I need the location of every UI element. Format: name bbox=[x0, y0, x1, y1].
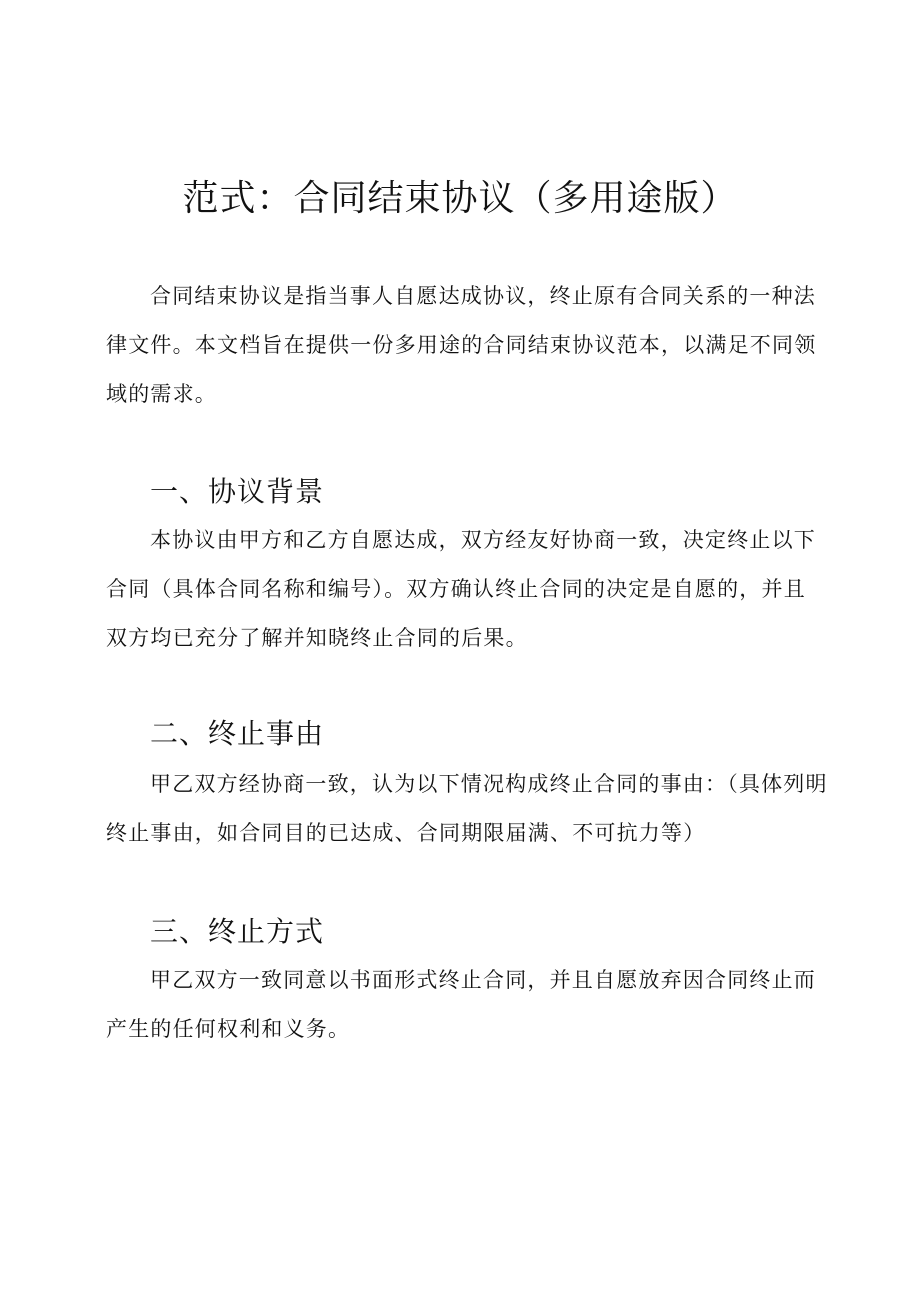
section-body-termination-reason: 甲乙双方经协商一致，认为以下情况构成终止合同的事由：（具体列明终止事由，如合同目的已达成、合同期限届满、不可抗力等） bbox=[106, 772, 828, 845]
section-body-background: 本协议由甲方和乙方自愿达成，双方经友好协商一致，决定终止以下合同（具体合同名称和编号）。双方确认终止合同的决定是自愿的，并且双方均已充分了解并知晓终止合同的后果。 bbox=[106, 528, 816, 650]
intro-paragraph: 合同结束协议是指当事人自愿达成协议，终止原有合同关系的一种法律文件。本文档旨在提供一份多用途的合同结束协议范本，以满足不同领域的需求。 bbox=[106, 284, 817, 406]
section-body-termination-method: 甲乙双方一致同意以书面形式终止合同，并且自愿放弃因合同终止而产生的任何权利和义务。 bbox=[106, 968, 816, 1041]
section-heading-termination-reason: 二、终止事由 bbox=[150, 717, 325, 750]
page-title: 范式：合同结束协议（多用途版） bbox=[182, 178, 738, 219]
section-heading-background: 一、协议背景 bbox=[150, 475, 325, 508]
section-heading-termination-method: 三、终止方式 bbox=[150, 915, 325, 948]
